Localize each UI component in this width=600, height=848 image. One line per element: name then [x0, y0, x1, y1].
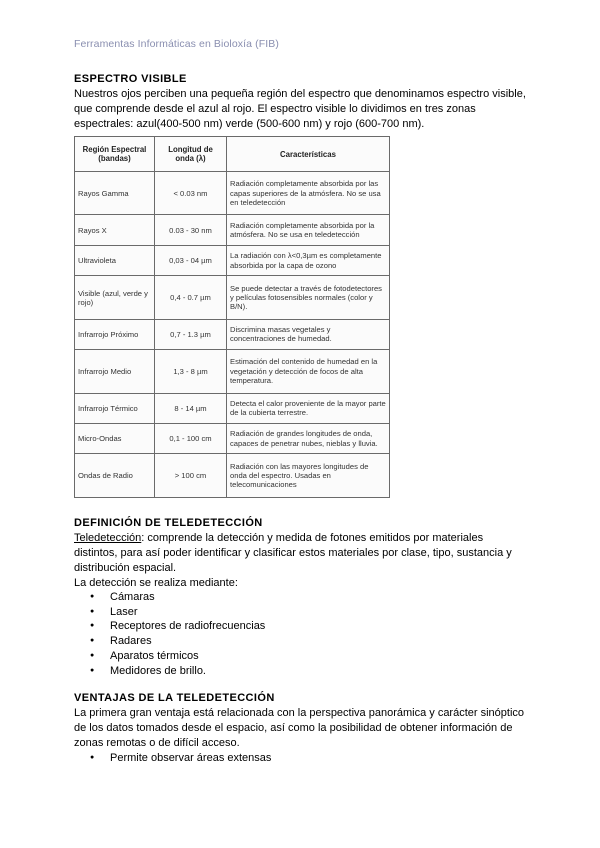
- list-item: ● Medidores de brillo.: [74, 664, 265, 679]
- definicion-paragraph: [74, 531, 522, 576]
- table-cell: Radiación completamente absorbida por la atmósfera. No se usa en teledetección: [227, 215, 390, 245]
- table-cell: 1,3 - 8 µm: [155, 350, 227, 393]
- espectro-title: ESPECTRO VISIBLE: [74, 73, 187, 85]
- table-header-row: [75, 137, 390, 172]
- table-cell: > 100 cm: [155, 454, 227, 498]
- deteccion-lead: La detección se realiza mediante:: [74, 577, 238, 589]
- table-cell: Micro-Ondas: [75, 424, 155, 454]
- table-row: [75, 424, 390, 454]
- table-header-cell: Región Espectral (bandas): [75, 137, 155, 172]
- ventajas-list: [74, 751, 271, 766]
- table-cell: Rayos Gamma: [75, 172, 155, 215]
- table-cell: 0.03 - 30 nm: [155, 215, 227, 245]
- ventajas-title: VENTAJAS DE LA TELEDETECCIÓN: [74, 692, 275, 704]
- table-cell: Estimación del contenido de humedad en la vegetación y detección de focos de alta temperatura.: [227, 350, 390, 393]
- table-header-cell: Características: [227, 137, 390, 172]
- table-row: [75, 393, 390, 423]
- table-cell: < 0.03 nm: [155, 172, 227, 215]
- list-item: ● Permite observar áreas extensas: [74, 751, 271, 766]
- table-cell: 0,1 - 100 cm: [155, 424, 227, 454]
- table-cell: Ondas de Radio: [75, 454, 155, 498]
- table-cell: Infrarrojo Próximo: [75, 319, 155, 349]
- table-cell: La radiación con λ<0,3µm es completamente absorbida por la capa de ozono: [227, 245, 390, 275]
- list-item: ● Laser: [74, 605, 265, 620]
- table-row: [75, 454, 390, 498]
- spectral-table: [74, 136, 390, 498]
- list-item: ● Radares: [74, 634, 265, 649]
- table-row: [75, 319, 390, 349]
- espectro-paragraph: Nuestros ojos perciben una pequeña región del espectro que denominamos espectro visible, que comprende desde el azul al rojo. El espectro visible lo dividimos en tres zonas espectrales: azul(400-500 nm) verde (500-600 nm) y rojo (600-700 nm).: [74, 88, 526, 130]
- table-row: [75, 245, 390, 275]
- table-cell: Infrarrojo Medio: [75, 350, 155, 393]
- ventajas-paragraph: La primera gran ventaja está relacionada con la perspectiva panorámica y carácter sinóptico de los datos tomados desde el espacio, así como la posibilidad de obtener información de zonas remotas o de difícil acceso.: [74, 707, 525, 749]
- term-teledeteccion: Teledetección: [74, 532, 142, 544]
- table-cell: 0,4 - 0.7 µm: [155, 276, 227, 319]
- table-row: [75, 215, 390, 245]
- deteccion-list: [74, 590, 265, 678]
- table-cell: Discrimina masas vegetales y concentraciones de humedad.: [227, 319, 390, 349]
- definicion-title: DEFINICIÓN DE TELEDETECCIÓN: [74, 517, 263, 529]
- table-cell: Se puede detectar a través de fotodetectores y películas fotosensibles normales (color y B/N).: [227, 276, 390, 319]
- table-cell: Ultravioleta: [75, 245, 155, 275]
- table-header-cell: Longitud de onda (λ): [155, 137, 227, 172]
- list-item: ● Receptores de radiofrecuencias: [74, 619, 265, 634]
- table-cell: 8 - 14 µm: [155, 393, 227, 423]
- list-item: ● Cámaras: [74, 590, 265, 605]
- list-item: ● Aparatos térmicos: [74, 649, 265, 664]
- table-row: [75, 276, 390, 319]
- table-cell: Radiación de grandes longitudes de onda, capaces de penetrar nubes, nieblas y lluvia.: [227, 424, 390, 454]
- table-row: [75, 172, 390, 215]
- table-cell: Visible (azul, verde y rojo): [75, 276, 155, 319]
- table-cell: 0,7 - 1.3 µm: [155, 319, 227, 349]
- page-header: Ferramentas Informáticas en Bioloxía (FIB): [74, 38, 279, 50]
- table-cell: Radiación con las mayores longitudes de onda del espectro. Usadas en telecomunicaciones: [227, 454, 390, 498]
- table-cell: Infrarrojo Térmico: [75, 393, 155, 423]
- table-cell: Detecta el calor proveniente de la mayor parte de la cubierta terrestre.: [227, 393, 390, 423]
- table-row: [75, 350, 390, 393]
- definicion-text: : comprende la detección y medida de fotones emitidos por materiales distintos, para así poder identificar y clasificar estos materiales por clase, tipo, sustancia y distribución espacial.: [74, 532, 512, 574]
- table-cell: Radiación completamente absorbida por las capas superiores de la atmósfera. No se usa en teledetección: [227, 172, 390, 215]
- table-cell: 0,03 - 04 µm: [155, 245, 227, 275]
- table-cell: Rayos X: [75, 215, 155, 245]
